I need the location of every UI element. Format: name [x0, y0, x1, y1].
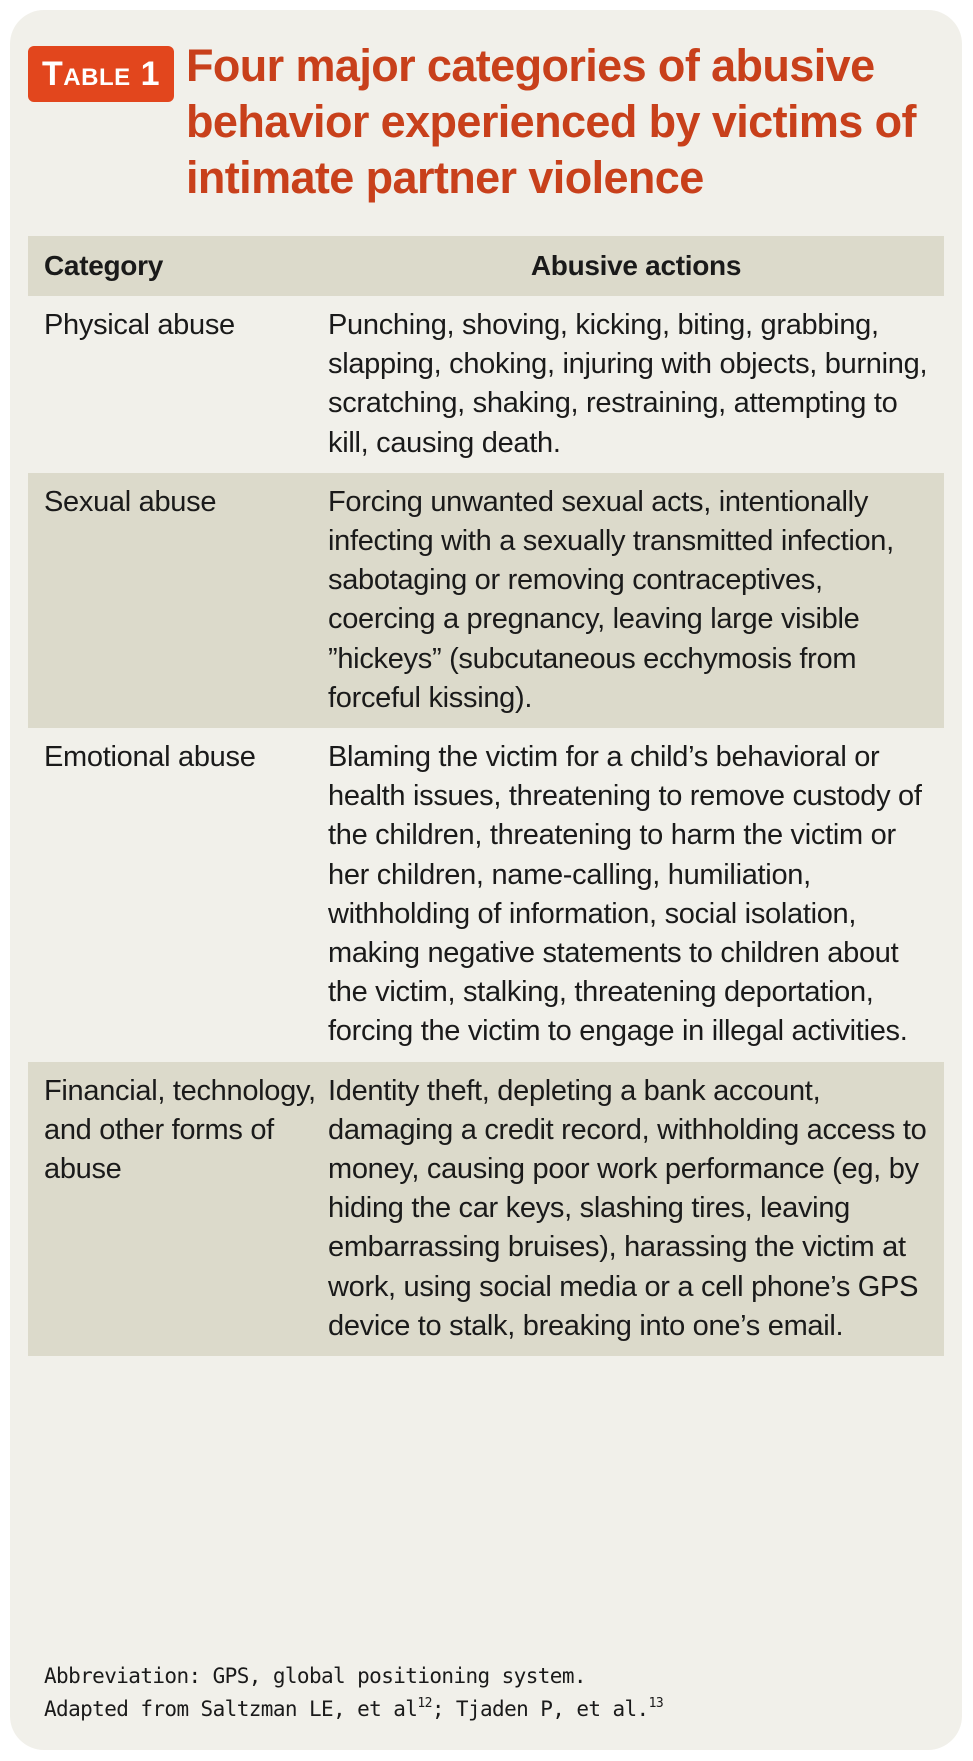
row-category: Financial, technology, and other forms of abuse: [28, 1062, 328, 1356]
table-header: [28, 38, 943, 218]
row-actions: Forcing unwanted sexual acts, intentionally infecting with a sexually transmitted infection, sabotaging or removing contraceptives, coercing a pregnancy, leaving large visible ”hickeys” (subcutaneous ecchymosis from forceful kissing).: [328, 473, 944, 728]
abuse-categories-table: [28, 236, 944, 1356]
row-actions: Blaming the victim for a child’s behavioral or health issues, threatening to remove custody of the children, threatening to harm the victim or her children, name-calling, humiliation, withholding of information, social isolation, making negative statements to children about the victim, stalking, threatening deportation, forcing the victim to engage in illegal activities.: [328, 728, 944, 1062]
table-header-row: [28, 236, 944, 296]
row-category: Physical abuse: [28, 296, 328, 473]
row-actions: Punching, shoving, kicking, biting, grabbing, slapping, choking, injuring with objects, burning, scratching, shaking, restraining, attempting to kill, causing death.: [328, 296, 944, 473]
table-row: [28, 473, 944, 728]
source-prefix: Adapted from Saltzman LE, et al: [44, 1697, 418, 1721]
source-note: [44, 1693, 924, 1726]
column-header-actions: Abusive actions: [328, 236, 944, 296]
source-separator: ; Tjaden P, et al.: [431, 1697, 649, 1721]
row-category: Sexual abuse: [28, 473, 328, 728]
abbreviation-note: Abbreviation: GPS, global positioning system.: [44, 1664, 586, 1688]
table-row: [28, 296, 944, 473]
row-category: Emotional abuse: [28, 728, 328, 1062]
reference-13: 13: [648, 1696, 664, 1711]
reference-12: 12: [417, 1696, 432, 1711]
table-row: [28, 1062, 944, 1356]
table-footnote: [44, 1660, 924, 1726]
table-title: Four major categories of abusive behavior experienced by victims of intimate partner violence: [186, 40, 916, 203]
data-table: [28, 236, 944, 1356]
table-number-badge: Table 1: [28, 46, 174, 102]
table-row: [28, 728, 944, 1062]
column-header-category: Category: [28, 236, 328, 296]
row-actions: Identity theft, depleting a bank account, damaging a credit record, withholding access to money, causing poor work performance (eg, by hiding the car keys, slashing tires, leaving embarrassing bruises), harassing the victim at work, using social media or a cell phone’s GPS device to stalk, breaking into one’s email.: [328, 1062, 944, 1356]
